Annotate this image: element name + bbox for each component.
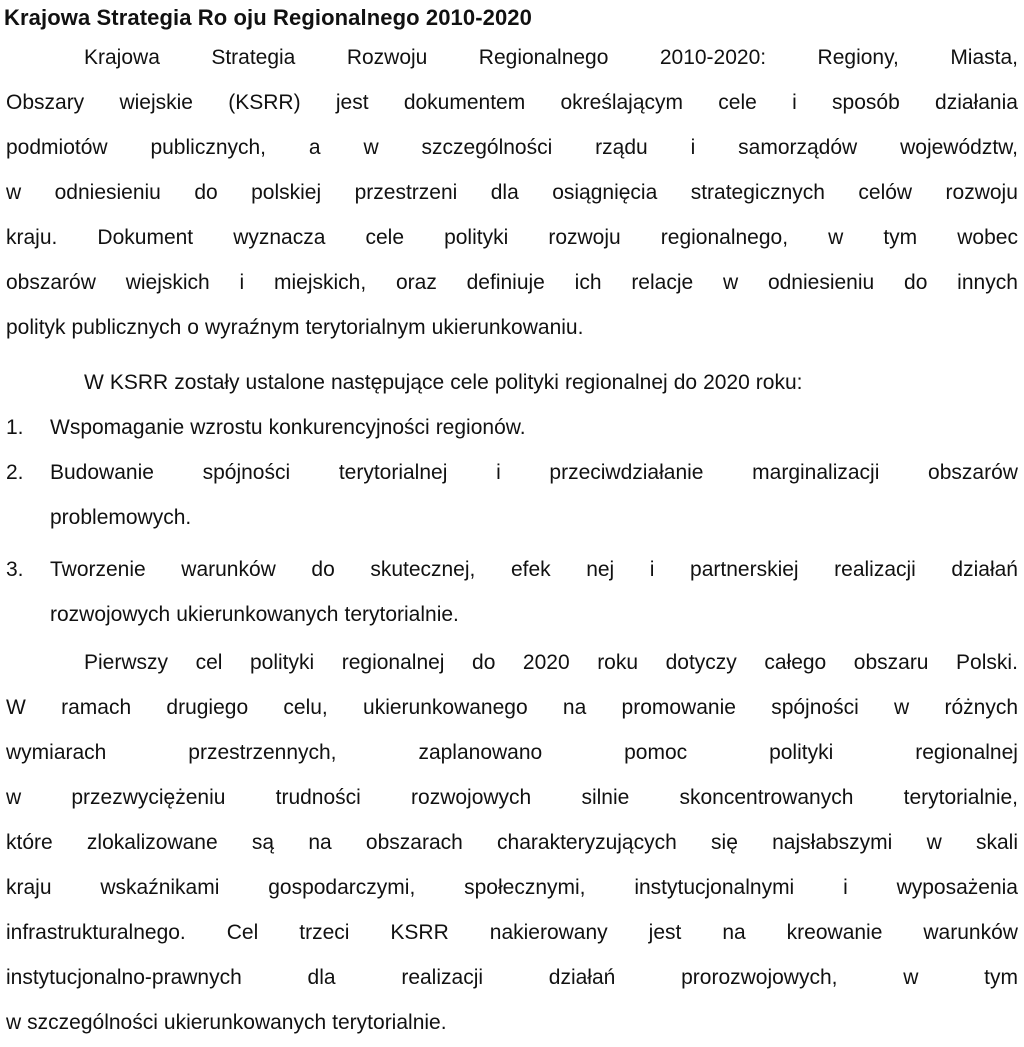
word: Rozwoju	[346, 46, 428, 69]
document-heading: Krajowa Strategia Ro oju Regionalnego 2010-2020	[4, 5, 532, 30]
list-number: 3.	[6, 558, 24, 581]
word: terytorialnym	[305, 316, 426, 339]
word: drugiego	[166, 696, 249, 719]
word: cel	[195, 651, 223, 674]
word: określającym	[560, 91, 684, 114]
word: i	[239, 271, 245, 294]
paragraph-line	[6, 314, 589, 342]
word: terytorialnie.	[344, 603, 459, 626]
word: i	[843, 876, 848, 899]
word: 2020	[522, 651, 570, 674]
word: warunków	[181, 558, 276, 581]
word: różnych	[944, 696, 1018, 719]
word: regionalnej	[341, 651, 445, 674]
word: warunków	[923, 921, 1018, 944]
paragraph-line	[84, 44, 1018, 72]
word: wobec	[957, 226, 1018, 249]
word: rządu	[595, 136, 648, 159]
word: w	[363, 136, 379, 159]
word: Regionalnego	[478, 46, 609, 69]
word: skoncentrowanych	[679, 786, 854, 809]
word: wzrostu	[190, 416, 263, 439]
word: wiejskie	[119, 91, 193, 114]
word: wyznacza	[233, 226, 326, 249]
paragraph-line	[6, 919, 1018, 947]
word: miejskich,	[273, 271, 367, 294]
word: obszarów	[6, 271, 96, 294]
word: definiuje	[466, 271, 545, 294]
word: jest	[648, 921, 682, 944]
word: infrastrukturalnego.	[6, 921, 186, 944]
word: w	[722, 271, 739, 294]
word: instytucjonalnymi	[634, 876, 795, 899]
word: samorządów	[738, 136, 858, 159]
word: zostały	[174, 371, 240, 394]
word: do	[673, 371, 698, 394]
word: spójności	[202, 461, 291, 484]
word: partnerskiej	[690, 558, 799, 581]
list-item-line	[50, 459, 1018, 487]
word: polityki	[249, 651, 315, 674]
word: publicznych,	[150, 136, 267, 159]
word: obszarach	[365, 831, 463, 854]
word: Strategia	[211, 46, 296, 69]
word: szczególności	[27, 1011, 158, 1034]
word: osiągnięcia	[552, 181, 658, 204]
word: ukierunkowanych	[163, 1011, 327, 1034]
word: rozwoju	[945, 181, 1018, 204]
word: charakteryzujących	[497, 831, 677, 854]
word: ukierunkowanych	[176, 603, 339, 626]
word: działania	[935, 91, 1018, 114]
word: dokumentem	[403, 91, 526, 114]
word: Tworzenie	[50, 558, 146, 581]
word: silnie	[581, 786, 630, 809]
word: najsłabszymi	[772, 831, 893, 854]
paragraph-line	[6, 269, 1018, 297]
word: celu,	[283, 696, 328, 719]
word: regionów.	[435, 416, 526, 439]
word: pomoc	[624, 741, 688, 764]
word: ukierunkowaniu.	[431, 316, 584, 339]
word: na	[722, 921, 746, 944]
word: spójności	[771, 696, 859, 719]
word: odniesieniu	[767, 271, 875, 294]
word: Dokument	[97, 226, 194, 249]
word: rozwojowych	[411, 786, 532, 809]
word: zlokalizowane	[86, 831, 218, 854]
word: relacje	[631, 271, 694, 294]
word: kraju	[6, 876, 52, 899]
word: strategicznych	[690, 181, 825, 204]
word: odniesieniu	[54, 181, 161, 204]
word: wyraźnym	[204, 316, 300, 339]
word: się	[711, 831, 738, 854]
word: Obszary	[6, 91, 85, 114]
word: publicznych	[71, 316, 182, 339]
word: cele	[365, 226, 404, 249]
word: na	[308, 831, 332, 854]
word: do	[194, 181, 218, 204]
list-item-line	[50, 601, 465, 629]
word: trudności	[275, 786, 361, 809]
word: polityki	[769, 741, 834, 764]
word: w	[6, 1011, 22, 1034]
word: do	[472, 651, 496, 674]
word: kreowanie	[786, 921, 883, 944]
list-number: 2.	[6, 461, 24, 484]
word: w	[6, 786, 22, 809]
list-item-line	[50, 556, 1018, 584]
word: podmiotów	[6, 136, 108, 159]
word: Wspomaganie	[50, 416, 185, 439]
word: Cel	[226, 921, 259, 944]
word: dotyczy	[665, 651, 737, 674]
word: do	[904, 271, 928, 294]
list-item-line	[50, 414, 532, 442]
word: (KSRR)	[228, 91, 301, 114]
word: które	[6, 831, 53, 854]
paragraph-line	[6, 89, 1018, 117]
word: i	[792, 91, 797, 114]
word: polityki	[494, 371, 559, 394]
word: przezwyciężeniu	[71, 786, 226, 809]
word: dla	[307, 966, 336, 989]
word: promowanie	[621, 696, 736, 719]
word: ramach	[61, 696, 132, 719]
word: są	[251, 831, 275, 854]
word: o	[187, 316, 199, 339]
word: nakierowany	[489, 921, 608, 944]
word: regionalnej	[564, 371, 668, 394]
word: sposób	[832, 91, 900, 114]
word: przestrzennych,	[188, 741, 337, 764]
word: cele	[718, 91, 757, 114]
word: konkurencyjności	[268, 416, 430, 439]
word: innych	[957, 271, 1018, 294]
word: w	[903, 966, 919, 989]
paragraph-line	[6, 829, 1018, 857]
word: KSRR	[109, 371, 169, 394]
word: rozwojowych	[50, 603, 171, 626]
word: regionalnej	[915, 741, 1018, 764]
word: problemowych.	[50, 506, 192, 529]
word: wiejskich	[125, 271, 210, 294]
word: Regiony,	[817, 46, 899, 69]
word: w	[926, 831, 942, 854]
word: ich	[574, 271, 602, 294]
word: efek	[510, 558, 551, 581]
word: oraz	[395, 271, 437, 294]
word: Miasta,	[950, 46, 1018, 69]
list-item-line	[50, 504, 197, 532]
word: kraju.	[6, 226, 58, 249]
word: roku:	[755, 371, 803, 394]
word: w	[6, 181, 22, 204]
word: polskiej	[251, 181, 322, 204]
word: przeciwdziałanie	[549, 461, 704, 484]
word: obszarów	[928, 461, 1018, 484]
word: terytorialnie,	[903, 786, 1018, 809]
paragraph-line	[6, 134, 1018, 162]
word: szczególności	[421, 136, 553, 159]
word: i	[649, 558, 655, 581]
word: terytorialnej	[338, 461, 448, 484]
list-number: 1.	[6, 416, 24, 439]
word: działań	[548, 966, 616, 989]
paragraph-line	[6, 964, 1018, 992]
word: Budowanie	[50, 461, 154, 484]
word: przestrzeni	[354, 181, 458, 204]
word: wyposażenia	[896, 876, 1018, 899]
word: prorozwojowych,	[681, 966, 838, 989]
word: całego	[764, 651, 827, 674]
word: 2020	[703, 371, 750, 394]
word: następujące	[330, 371, 445, 394]
paragraph-line	[6, 179, 1018, 207]
word: skali	[975, 831, 1018, 854]
word: Polski.	[956, 651, 1018, 674]
word: wymiarach	[6, 741, 107, 764]
paragraph-line	[6, 784, 1018, 812]
word: trzeci	[299, 921, 350, 944]
word: cele	[450, 371, 489, 394]
word: rozwoju	[548, 226, 621, 249]
word: dla	[490, 181, 519, 204]
word: w	[894, 696, 910, 719]
word: i	[690, 136, 696, 159]
word: do	[311, 558, 335, 581]
paragraph-line	[6, 1009, 453, 1037]
word: realizacji	[834, 558, 916, 581]
word: KSRR	[390, 921, 449, 944]
word: terytorialnie.	[332, 1011, 447, 1034]
word: Krajowa	[84, 46, 160, 69]
paragraph-line	[6, 874, 1018, 902]
word: obszaru	[853, 651, 929, 674]
word: polityki	[444, 226, 509, 249]
word: zaplanowano	[418, 741, 543, 764]
word: regionalnego,	[660, 226, 789, 249]
word: a	[308, 136, 321, 159]
word: 2010-2020:	[659, 46, 767, 69]
paragraph-line	[84, 649, 1018, 677]
word: W	[6, 696, 26, 719]
word: polityk	[6, 316, 66, 339]
word: gospodarczymi,	[268, 876, 416, 899]
word: województw,	[900, 136, 1018, 159]
word: społecznymi,	[464, 876, 586, 899]
word: marginalizacji	[752, 461, 880, 484]
word: ukierunkowanego	[363, 696, 528, 719]
word: i	[496, 461, 501, 484]
paragraph-line	[6, 694, 1018, 722]
word: tym	[883, 226, 918, 249]
word: jest	[335, 91, 369, 114]
word: skutecznej,	[370, 558, 476, 581]
paragraph-line	[84, 369, 808, 397]
word: instytucjonalno-prawnych	[6, 966, 242, 989]
word: ustalone	[245, 371, 325, 394]
word: celów	[858, 181, 913, 204]
paragraph-line	[6, 739, 1018, 767]
word: wskaźnikami	[100, 876, 220, 899]
word: nej	[586, 558, 615, 581]
word: tym	[984, 966, 1018, 989]
word: realizacji	[401, 966, 484, 989]
word: w	[828, 226, 844, 249]
word: W	[84, 371, 104, 394]
word: działań	[951, 558, 1018, 581]
word: Pierwszy	[84, 651, 169, 674]
word: na	[562, 696, 587, 719]
paragraph-line	[6, 224, 1018, 252]
word: roku	[597, 651, 639, 674]
